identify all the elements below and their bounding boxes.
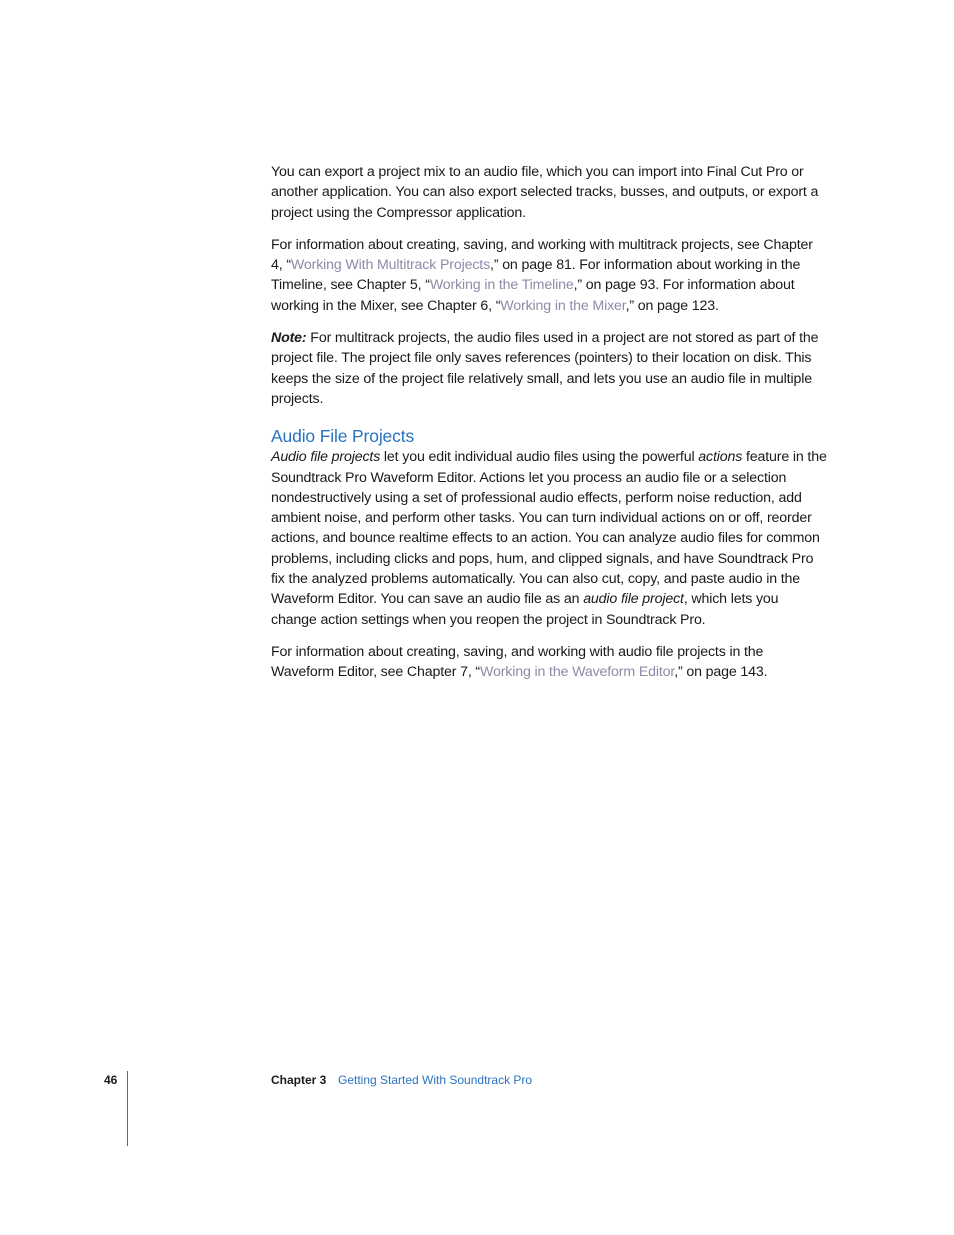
footer-chapter-title[interactable]: Getting Started With Soundtrack Pro: [338, 1073, 533, 1087]
term-audio-file-projects: Audio file projects: [271, 449, 381, 466]
multitrack-info-paragraph: [271, 235, 827, 316]
section-heading: Audio File Projects: [271, 426, 415, 447]
page-number: 46: [104, 1073, 118, 1087]
link-working-with-multitrack-projects[interactable]: Working With Multitrack Projects: [290, 257, 491, 274]
text-run: ,” on page 123.: [625, 297, 719, 314]
link-working-in-the-timeline[interactable]: Working in the Timeline: [429, 277, 574, 294]
page-body: [271, 162, 827, 695]
intro-paragraph: You can export a project mix to an audio file, which you can import into Final Cut Pro or another application. You can also export selected tracks, busses, and outputs, or export a project using the Compressor application.: [271, 164, 819, 221]
text-run: For information about creating, saving, and working with multitrack projects, see Chapter 4, “: [271, 236, 813, 274]
term-actions: actions: [698, 449, 743, 466]
link-working-in-the-mixer[interactable]: Working in the Mixer: [500, 297, 626, 314]
text-run: ,” on page 143.: [674, 664, 768, 681]
text-run: let you edit individual audio files using the powerful: [380, 449, 699, 466]
note-label: Note:: [271, 330, 307, 347]
note-paragraph: [271, 328, 827, 409]
footer-chapter-label: Chapter 3: [271, 1073, 327, 1087]
text-run: ,” on page 93. For information about working in the Mixer, see Chapter 6, “: [271, 277, 795, 314]
waveform-info-paragraph: [271, 642, 827, 683]
audio-file-projects-paragraph: [271, 447, 827, 630]
text-run: For information about creating, saving, and working with audio file projects in the Waveform Editor, see Chapter 7, “: [271, 643, 764, 681]
text-run: , which lets you change action settings when you reopen the project in Soundtrack Pro.: [271, 591, 779, 628]
text-run: feature in the Soundtrack Pro Waveform Editor. Actions let you process an audio file or a selection nondestructively using a set of professional audio effects, perform noise reduction, add ambient noise, and perform other tasks. You can turn individual actions on or off, reorder actions, and bounce realtime effects to an action. You can analyze audio files for common problems, including clicks and pops, hum, and clipped signals, and have Soundtrack Pro fix the analyzed problems automatically. You can also cut, copy, and paste audio in the Waveform Editor. You can save an audio file as an: [271, 449, 827, 608]
text-run: ,” on page 81. For information about working in the Timeline, see Chapter 5, “: [271, 257, 801, 294]
footer-divider: [127, 1071, 128, 1146]
link-working-in-the-waveform-editor[interactable]: Working in the Waveform Editor: [480, 664, 675, 681]
term-audio-file-project: audio file project: [583, 591, 684, 608]
note-text: For multitrack projects, the audio files used in a project are not stored as part of the project file. The project file only saves references (pointers) to their location on disk. This keeps the size of the project file relatively small, and lets you use an audio file in multiple projects.: [271, 330, 819, 407]
